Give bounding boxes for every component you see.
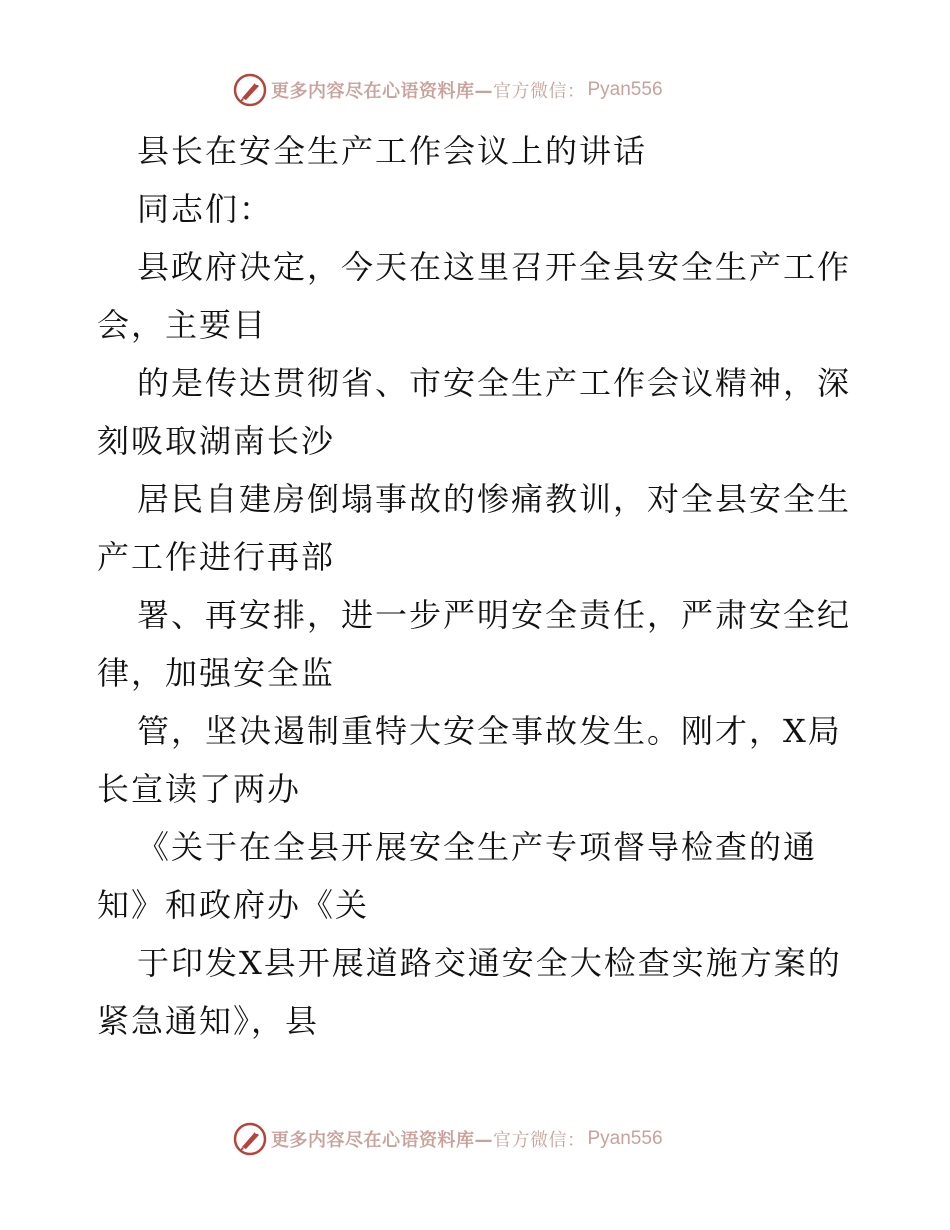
document-title: 县长在安全生产工作会议上的讲话 bbox=[137, 132, 648, 170]
paragraph-line: 刻吸取湖南长沙 bbox=[97, 422, 336, 460]
paragraph-line: 知》和政府办《关 bbox=[97, 886, 370, 924]
paragraph-line: 会，主要目 bbox=[97, 306, 268, 344]
header-watermark-banner bbox=[233, 72, 663, 108]
paragraph-line: 律，加强安全监 bbox=[97, 654, 336, 692]
paragraph-line: 署、再安排，进一步严明安全责任，严肃安全纪 bbox=[137, 596, 852, 634]
paragraph-line: 的是传达贯彻省、市安全生产工作会议精神，深 bbox=[137, 364, 852, 402]
paragraph-line: 紧急通知》，县 bbox=[97, 1002, 320, 1040]
wechat-label: 官方微信： bbox=[493, 1130, 586, 1151]
pen-logo-icon bbox=[233, 1122, 267, 1156]
wechat-id: Pyan556 bbox=[587, 1128, 663, 1149]
wechat-id: Pyan556 bbox=[587, 79, 663, 100]
paragraph-line: 管，坚决遏制重特大安全事故发生。刚才，X局 bbox=[137, 712, 842, 750]
wechat-label: 官方微信： bbox=[493, 81, 586, 102]
paragraph-line: 居民自建房倒塌事故的惨痛教训，对全县安全生 bbox=[137, 480, 852, 518]
salutation: 同志们： bbox=[137, 190, 274, 228]
footer-watermark-banner bbox=[233, 1121, 663, 1157]
pen-logo-icon bbox=[233, 73, 267, 107]
paragraph-line: 于印发X县开展道路交通安全大检查实施方案的 bbox=[137, 944, 842, 982]
paragraph-line: 县政府决定，今天在这里召开全县安全生产工作 bbox=[137, 248, 852, 286]
banner-text: 更多内容尽在心语资料库— bbox=[271, 1130, 493, 1151]
document-body bbox=[97, 122, 857, 1050]
banner-text: 更多内容尽在心语资料库— bbox=[271, 81, 493, 102]
paragraph-line: 产工作进行再部 bbox=[97, 538, 336, 576]
paragraph-line: 长宣读了两办 bbox=[97, 770, 302, 808]
paragraph-line: 《关于在全县开展安全生产专项督导检查的通 bbox=[137, 828, 818, 866]
